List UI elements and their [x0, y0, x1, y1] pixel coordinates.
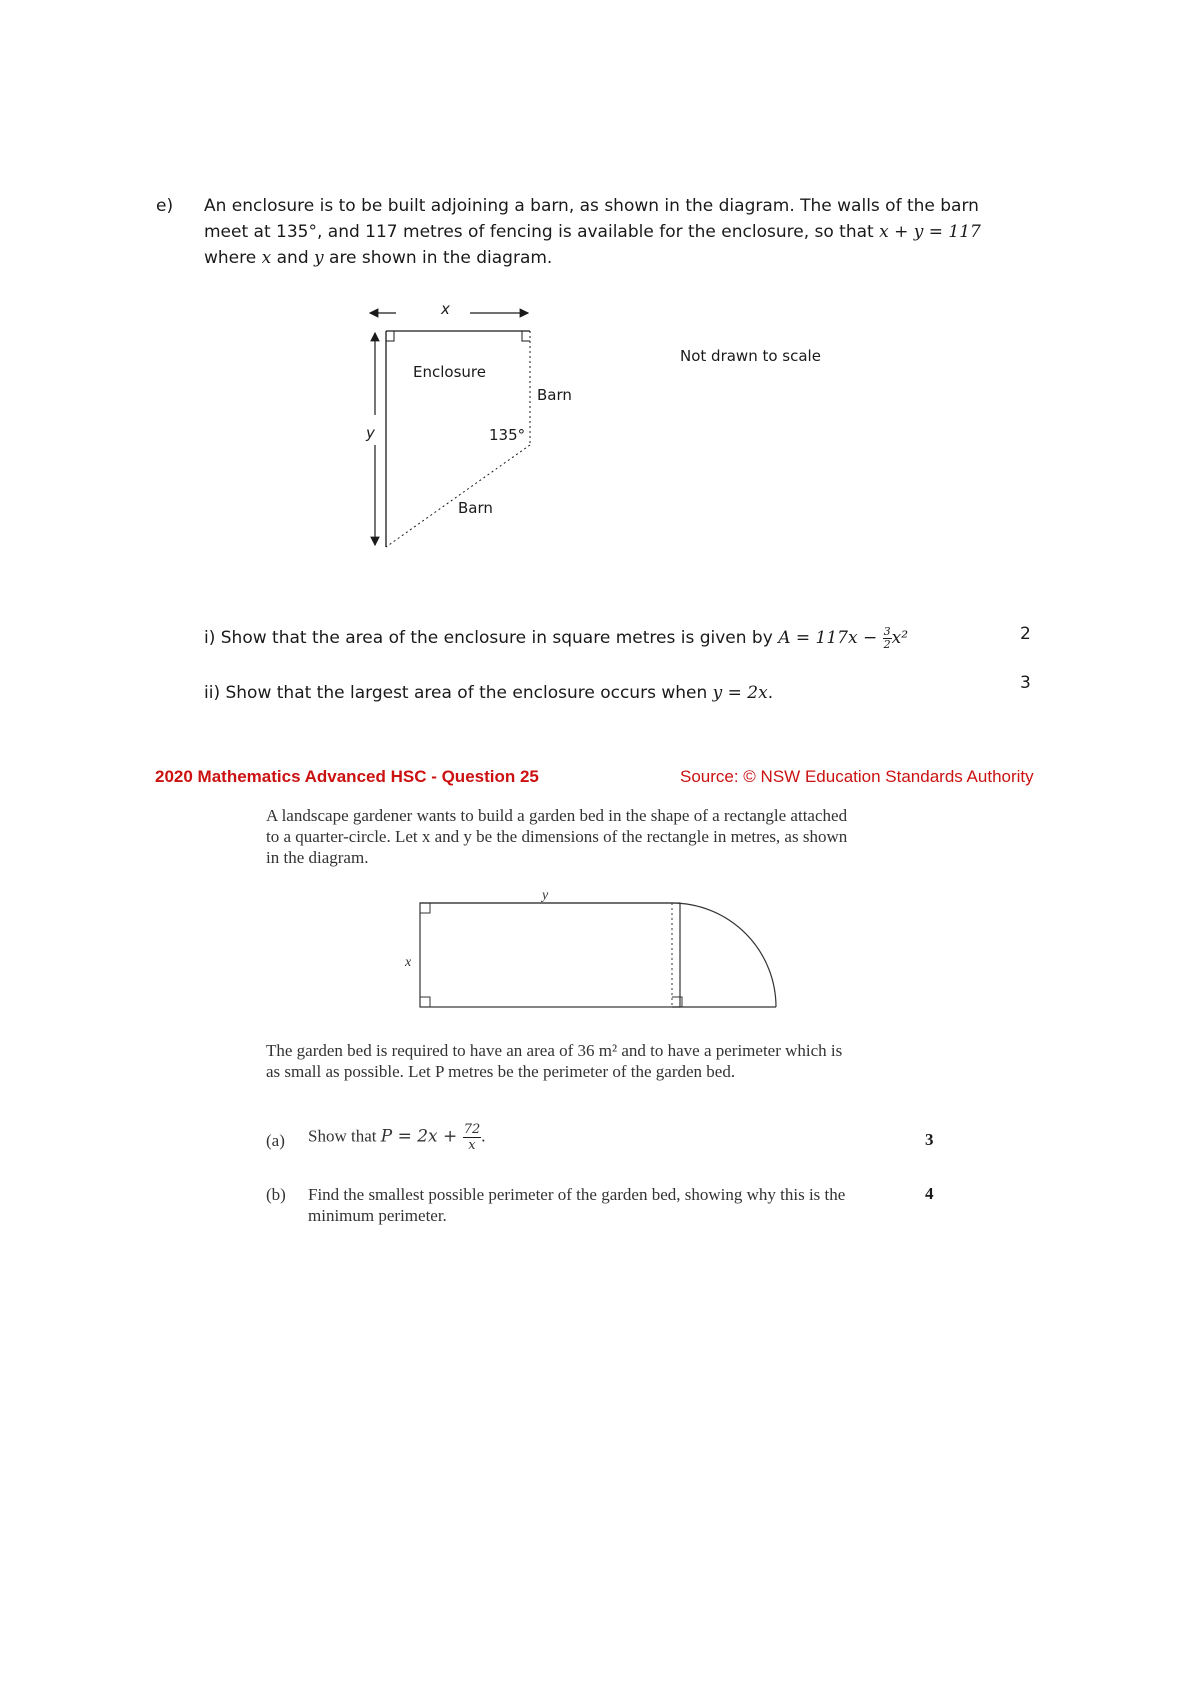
enclosure-label: Enclosure — [413, 363, 486, 381]
q25-intro — [266, 805, 886, 868]
right-angle-top-left — [386, 331, 394, 341]
part-e-intro-line1: An enclosure is to be built adjoining a barn, as shown in the diagram. The walls of the barn — [204, 196, 979, 216]
part-e-intro — [204, 193, 1004, 271]
scale-note: Not drawn to scale — [680, 347, 821, 365]
barn-wall-diagonal — [386, 445, 530, 547]
barn-label-bottom: Barn — [458, 499, 493, 517]
right-angle-top-right — [522, 331, 530, 341]
right-angle-a — [420, 903, 430, 913]
q25-b-label: (b) — [266, 1185, 286, 1204]
angle-label: 135° — [489, 426, 526, 444]
q25-requirement-line1: The garden bed is required to have an area of 36 m² and to have a perimeter which is — [266, 1041, 843, 1060]
barn-label-right: Barn — [537, 386, 572, 404]
q25-b-line2: minimum perimeter. — [308, 1206, 447, 1225]
q25-a-text: Show that P = 2x + $\frac{72}{x}$ . — [308, 1122, 486, 1153]
rectangle-outline — [420, 903, 680, 1007]
fraction-three-halves: $\frac{3}{2}$ — [883, 624, 891, 651]
fraction-72-over-x: $\frac{72}{x}$ — [463, 1122, 481, 1153]
marks-question-ii: 3 — [1020, 673, 1031, 693]
q25-a-label: (a) — [266, 1131, 285, 1150]
q25-requirement-line2: as small as possible. Let P metres be the perimeter of the garden bed. — [266, 1062, 736, 1081]
marks-q25-a: 3 — [925, 1130, 934, 1149]
q25-b-line1: Find the smallest possible perimeter of the garden bed, showing why this is the — [308, 1185, 846, 1204]
part-e-intro-line2: meet at 135°, and 117 metres of fencing is available for the enclosure, so that x + y = 117 — [204, 222, 981, 242]
part-e-question-ii: ii) Show that the largest area of the enclosure occurs when y = 2x. — [204, 683, 774, 703]
source-credit: Source: © NSW Education Standards Authority — [680, 767, 1034, 786]
quarter-circle-arc — [672, 903, 776, 1007]
q25-intro-line1: A landscape gardener wants to build a garden bed in the shape of a rectangle attached — [266, 806, 848, 825]
diagram-y-label: y — [366, 424, 375, 442]
diagram-x-label: x — [441, 300, 450, 318]
marks-q25-b: 4 — [925, 1184, 934, 1203]
q25-b-text — [308, 1184, 888, 1226]
marks-question-i: 2 — [1020, 624, 1031, 644]
q25-requirement — [266, 1040, 886, 1082]
garden-x-label: x — [405, 955, 412, 970]
garden-bed-diagram — [410, 895, 790, 1015]
right-angle-b — [420, 997, 430, 1007]
part-e-intro-line3: where x and y are shown in the diagram. — [204, 248, 553, 268]
q25-intro-line3: in the diagram. — [266, 848, 369, 867]
part-e-label: e) — [156, 196, 174, 216]
part-e-question-i: i) Show that the area of the enclosure in square metres is given by A = 117x − $\frac{3}{2}$ x² — [204, 624, 909, 651]
source-title: 2020 Mathematics Advanced HSC - Question 25 — [155, 767, 539, 786]
garden-y-label: y — [542, 888, 549, 903]
q25-intro-line2: to a quarter-circle. Let x and y be the dimensions of the rectangle in metres, as shown — [266, 827, 848, 846]
